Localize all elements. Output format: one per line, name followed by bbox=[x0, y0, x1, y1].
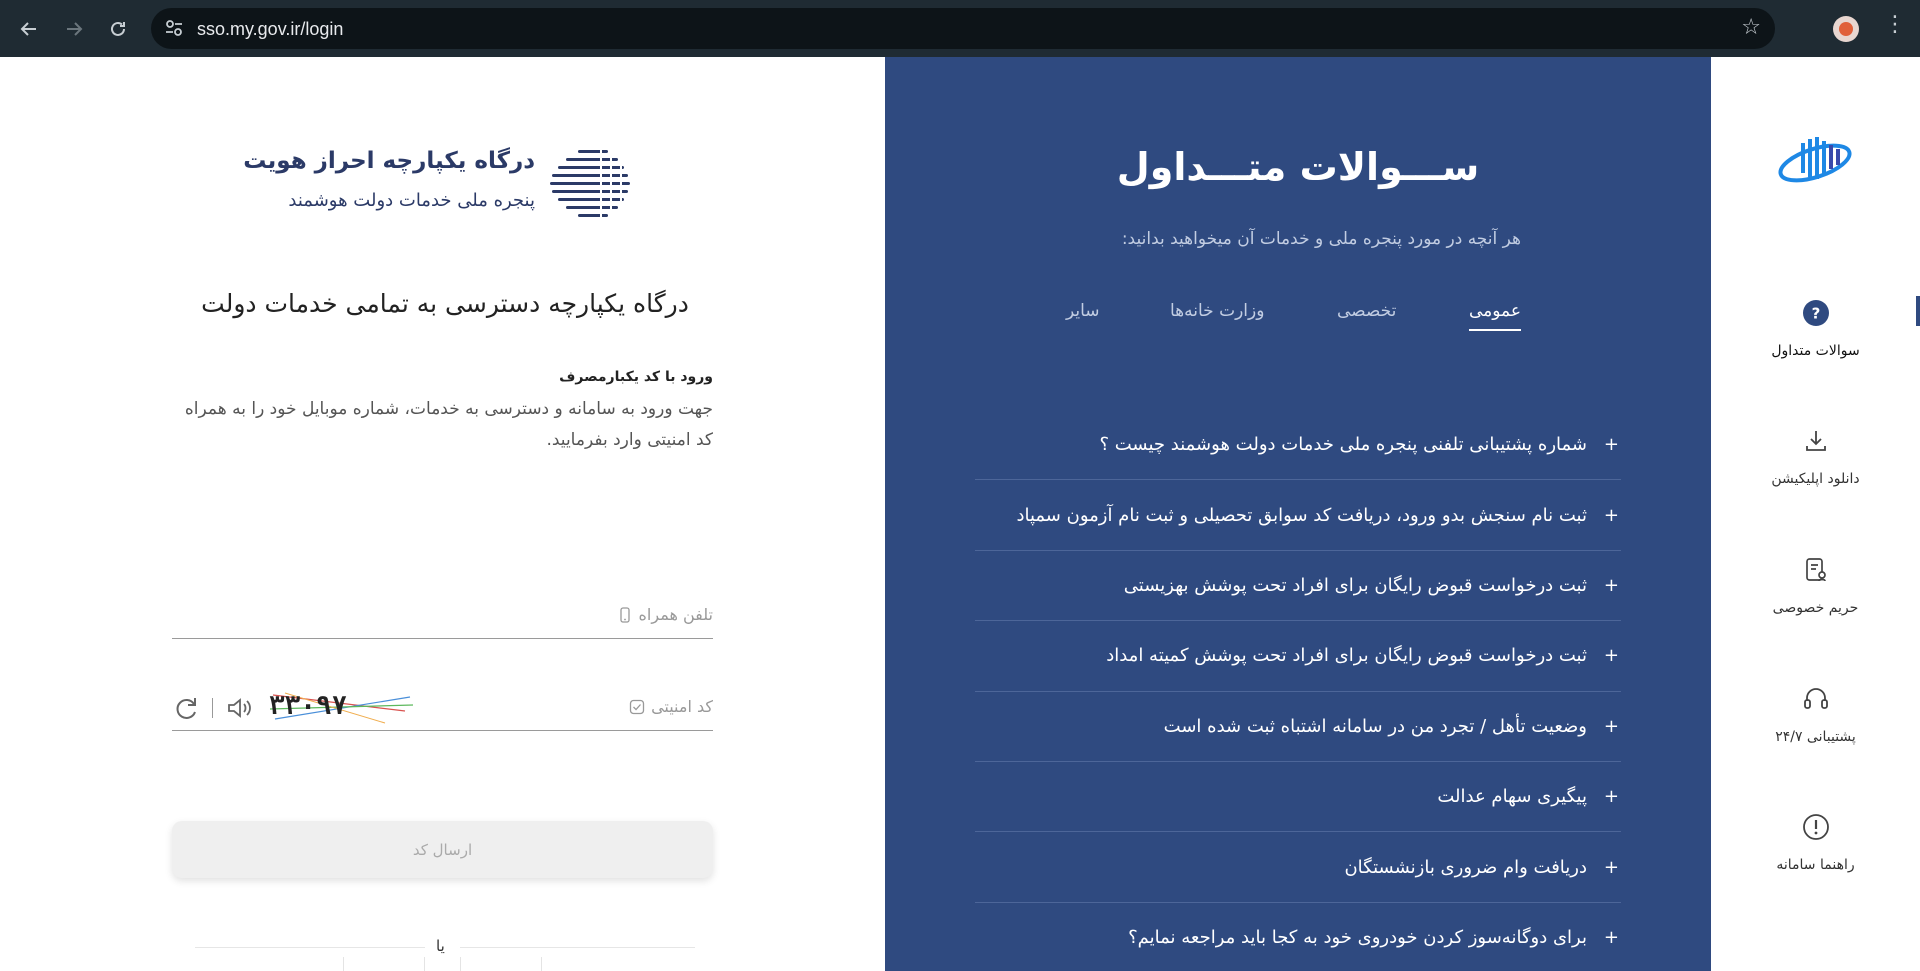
faq-item[interactable]: + ثبت درخواست قبوض رایگان برای افراد تحت پوشش بهزیستی bbox=[975, 551, 1621, 621]
tab-ministries[interactable]: وزارت خانه‌ها bbox=[1170, 301, 1265, 321]
tab-other[interactable]: سایر bbox=[1066, 301, 1100, 321]
browser-toolbar bbox=[0, 0, 1920, 57]
or-label: یا bbox=[436, 937, 445, 955]
or-divider bbox=[195, 937, 695, 957]
faq-title: ســـوالات متـــداول bbox=[1116, 145, 1480, 189]
scroll-indicator bbox=[1916, 296, 1920, 326]
otp-title: ورود با کد یکبارمصرف bbox=[559, 369, 713, 385]
faq-item[interactable]: + وضعیت تأهل / تجرد من در سامانه اشتباه ثبت شده است bbox=[975, 692, 1621, 762]
phone-field[interactable] bbox=[172, 595, 713, 639]
sidebar-item-download-app[interactable] bbox=[1711, 421, 1920, 487]
faq-item[interactable]: + دریافت وام ضروری بازنشستگان bbox=[975, 832, 1621, 902]
arrow-left-icon bbox=[19, 19, 39, 39]
address-bar[interactable] bbox=[151, 8, 1775, 49]
plus-icon: + bbox=[1603, 434, 1619, 456]
send-code-button[interactable]: ارسال کد bbox=[172, 821, 713, 878]
star-icon[interactable]: ☆ bbox=[1741, 15, 1761, 40]
reload-button[interactable] bbox=[101, 12, 135, 46]
profile-avatar[interactable] bbox=[1833, 16, 1859, 42]
captcha-placeholder: کد امنیتی bbox=[629, 697, 713, 716]
sidebar-item-faq[interactable] bbox=[1711, 293, 1920, 359]
phone-placeholder: تلفن همراه bbox=[617, 605, 713, 624]
audio-captcha-icon[interactable] bbox=[225, 694, 253, 722]
faq-panel bbox=[885, 57, 1711, 971]
mobile-icon bbox=[617, 607, 633, 623]
brand-header bbox=[243, 142, 640, 242]
alt-login-option-1[interactable] bbox=[343, 957, 425, 971]
captcha-digits: ۳۳۰۹۷ bbox=[269, 691, 348, 721]
alt-login-option-2[interactable] bbox=[460, 957, 542, 971]
sidebar-item-guide[interactable] bbox=[1711, 807, 1920, 873]
sidebar-item-label: دانلود اپلیکیشن bbox=[1771, 471, 1860, 487]
otp-description: جهت ورود به سامانه و دسترسی به خدمات، شماره موبایل خود را به همراه کد امنیتی وارد بفرمایید. bbox=[184, 399, 713, 450]
faq-list bbox=[975, 410, 1621, 971]
plus-icon: + bbox=[1603, 856, 1619, 878]
page-headline: درگاه یکپارچه دسترسی به تمامی خدمات دولت bbox=[201, 289, 689, 318]
info-icon bbox=[1802, 813, 1830, 841]
sidebar-item-label: حریم خصوصی bbox=[1772, 600, 1859, 616]
captcha-field[interactable] bbox=[172, 687, 713, 731]
tune-icon[interactable] bbox=[163, 17, 185, 39]
right-sidebar bbox=[1711, 57, 1920, 971]
faq-item[interactable]: + ثبت درخواست قبوض رایگان برای افراد تحت پوشش کمیته امداد bbox=[975, 621, 1621, 691]
plus-icon: + bbox=[1603, 645, 1619, 667]
sidebar-item-privacy[interactable] bbox=[1711, 550, 1920, 616]
svg-text:?: ? bbox=[1811, 304, 1820, 323]
site-logo-icon bbox=[1775, 133, 1855, 189]
plus-icon: + bbox=[1603, 574, 1619, 596]
plus-icon: + bbox=[1603, 786, 1619, 808]
tab-specialized[interactable]: تخصصی bbox=[1337, 301, 1397, 321]
sidebar-item-label: راهنما سامانه bbox=[1776, 857, 1855, 873]
headset-icon bbox=[1802, 685, 1830, 713]
tab-general[interactable]: عمومی bbox=[1469, 301, 1521, 331]
refresh-captcha-icon[interactable] bbox=[172, 694, 200, 722]
sidebar-item-label: پشتیبانی ۲۴/۷ bbox=[1775, 729, 1856, 745]
back-button[interactable] bbox=[12, 12, 46, 46]
faq-item[interactable]: + برای دوگانه‌سوز کردن خودروی خود به کجا باید مراجعه نمایم؟ bbox=[1128, 927, 1619, 949]
captcha-image bbox=[265, 691, 415, 725]
faq-item[interactable]: + پیگیری سهام عدالت bbox=[975, 762, 1621, 832]
faq-item[interactable]: + ثبت نام سنجش بدو ورود، دریافت کد سوابق تحصیلی و ثبت نام آزمون سمپاد bbox=[975, 480, 1621, 550]
forward-button[interactable] bbox=[57, 12, 91, 46]
faq-subtitle: هر آنچه در مورد پنجره ملی و خدمات آن میخواهید بدانید: bbox=[1121, 229, 1521, 249]
download-icon bbox=[1803, 428, 1829, 454]
tool-divider bbox=[212, 698, 213, 718]
url-text[interactable]: sso.my.gov.ir/login bbox=[197, 19, 344, 39]
sidebar-item-support[interactable] bbox=[1711, 679, 1920, 745]
question-icon bbox=[1802, 299, 1830, 327]
plus-icon: + bbox=[1603, 927, 1619, 949]
plus-icon: + bbox=[1603, 715, 1619, 737]
brand-subtitle: پنجره ملی خدمات دولت هوشمند bbox=[288, 190, 535, 211]
faq-tabs bbox=[885, 301, 1711, 341]
arrow-right-icon bbox=[64, 19, 84, 39]
brand-title: درگاه یکپارچه احراز هویت bbox=[243, 148, 535, 174]
privacy-icon bbox=[1802, 556, 1830, 584]
kebab-icon[interactable]: ⋮ bbox=[1884, 12, 1906, 37]
globe-logo-icon bbox=[548, 142, 640, 222]
reload-icon bbox=[108, 19, 128, 39]
faq-item[interactable]: + شماره پشتیبانی تلفنی پنجره ملی خدمات دولت هوشمند چیست ؟ bbox=[975, 410, 1621, 480]
plus-icon: + bbox=[1603, 504, 1619, 526]
login-panel bbox=[0, 57, 885, 971]
check-square-icon bbox=[629, 699, 645, 715]
sidebar-item-label: سوالات متداول bbox=[1771, 343, 1860, 359]
captcha-tools bbox=[172, 691, 415, 725]
